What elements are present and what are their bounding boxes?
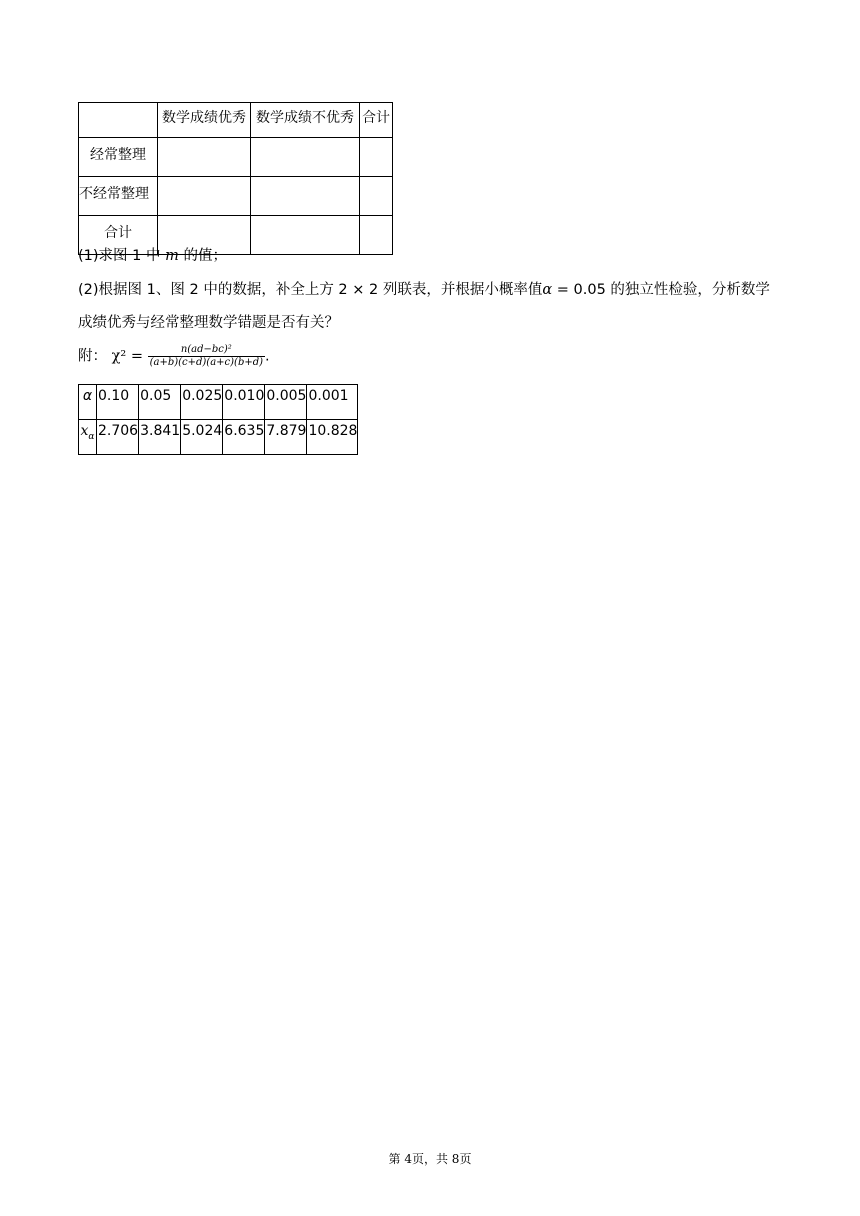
row-header: 不经常整理: [79, 177, 158, 216]
table-cell: 0.10: [97, 385, 139, 420]
table-cell: [251, 138, 360, 177]
table-cell: 0.010: [223, 385, 265, 420]
table-row: [79, 138, 393, 177]
table-cell: 0.001: [307, 385, 358, 420]
x-alpha-row: [79, 420, 358, 455]
formula-prefix: 附：: [78, 348, 107, 365]
column-header: 数学成绩不优秀: [251, 103, 360, 138]
question-1-text: (1)求图 1 中: [78, 248, 161, 264]
table-cell: [251, 177, 360, 216]
table-cell: 3.841: [139, 420, 181, 455]
table-cell: [360, 177, 393, 216]
table-cell: 2.706: [97, 420, 139, 455]
row-header: [79, 420, 97, 455]
table-cell: 0.005: [265, 385, 307, 420]
table-cell: [360, 216, 393, 255]
column-header: 合计: [360, 103, 393, 138]
table-cell: [79, 103, 158, 138]
variable-m: m: [165, 248, 179, 264]
formula-suffix: .: [265, 348, 270, 365]
table-cell: [158, 138, 251, 177]
chi-square-formula: [78, 344, 270, 369]
question-1-text-end: 的值；: [183, 248, 227, 264]
formula-numerator: n(ad−bc)²: [180, 344, 232, 355]
contingency-table: [78, 102, 393, 255]
row-header: 合计: [79, 216, 158, 255]
alpha-subscript: α: [88, 431, 95, 442]
formula-lhs: χ² =: [111, 348, 143, 365]
critical-value-table: [78, 384, 358, 455]
question-1: [78, 246, 227, 266]
x-symbol: x: [80, 423, 89, 439]
table-cell: [158, 177, 251, 216]
formula-fraction: [148, 344, 265, 369]
alpha-symbol: α: [542, 282, 553, 298]
table-row: [79, 177, 393, 216]
question-2-text-cont: = 0.05 的独立性检验，分析数学: [552, 282, 770, 298]
page-footer: 第 4页，共 8页: [388, 1152, 472, 1166]
table-cell: 10.828: [307, 420, 358, 455]
table-header-row: [79, 103, 393, 138]
table-cell: 0.05: [139, 385, 181, 420]
table-cell: 0.025: [181, 385, 223, 420]
table-cell: [360, 138, 393, 177]
table-cell: 5.024: [181, 420, 223, 455]
table-cell: 6.635: [223, 420, 265, 455]
question-2-text: (2)根据图 1、图 2 中的数据，补全上方 2 × 2 列联表，并根据小概率值: [78, 282, 543, 298]
table-cell: 7.879: [265, 420, 307, 455]
column-header: 数学成绩优秀: [158, 103, 251, 138]
table-cell: [251, 216, 360, 255]
question-2-line-1: [78, 280, 770, 300]
alpha-row: [79, 385, 358, 420]
question-2-line-2: 成绩优秀与经常整理数学错题是否有关？: [78, 315, 339, 331]
row-header: α: [79, 385, 97, 420]
formula-denominator: (a+b)(c+d)(a+c)(b+d): [149, 357, 264, 368]
row-header: 经常整理: [79, 138, 158, 177]
